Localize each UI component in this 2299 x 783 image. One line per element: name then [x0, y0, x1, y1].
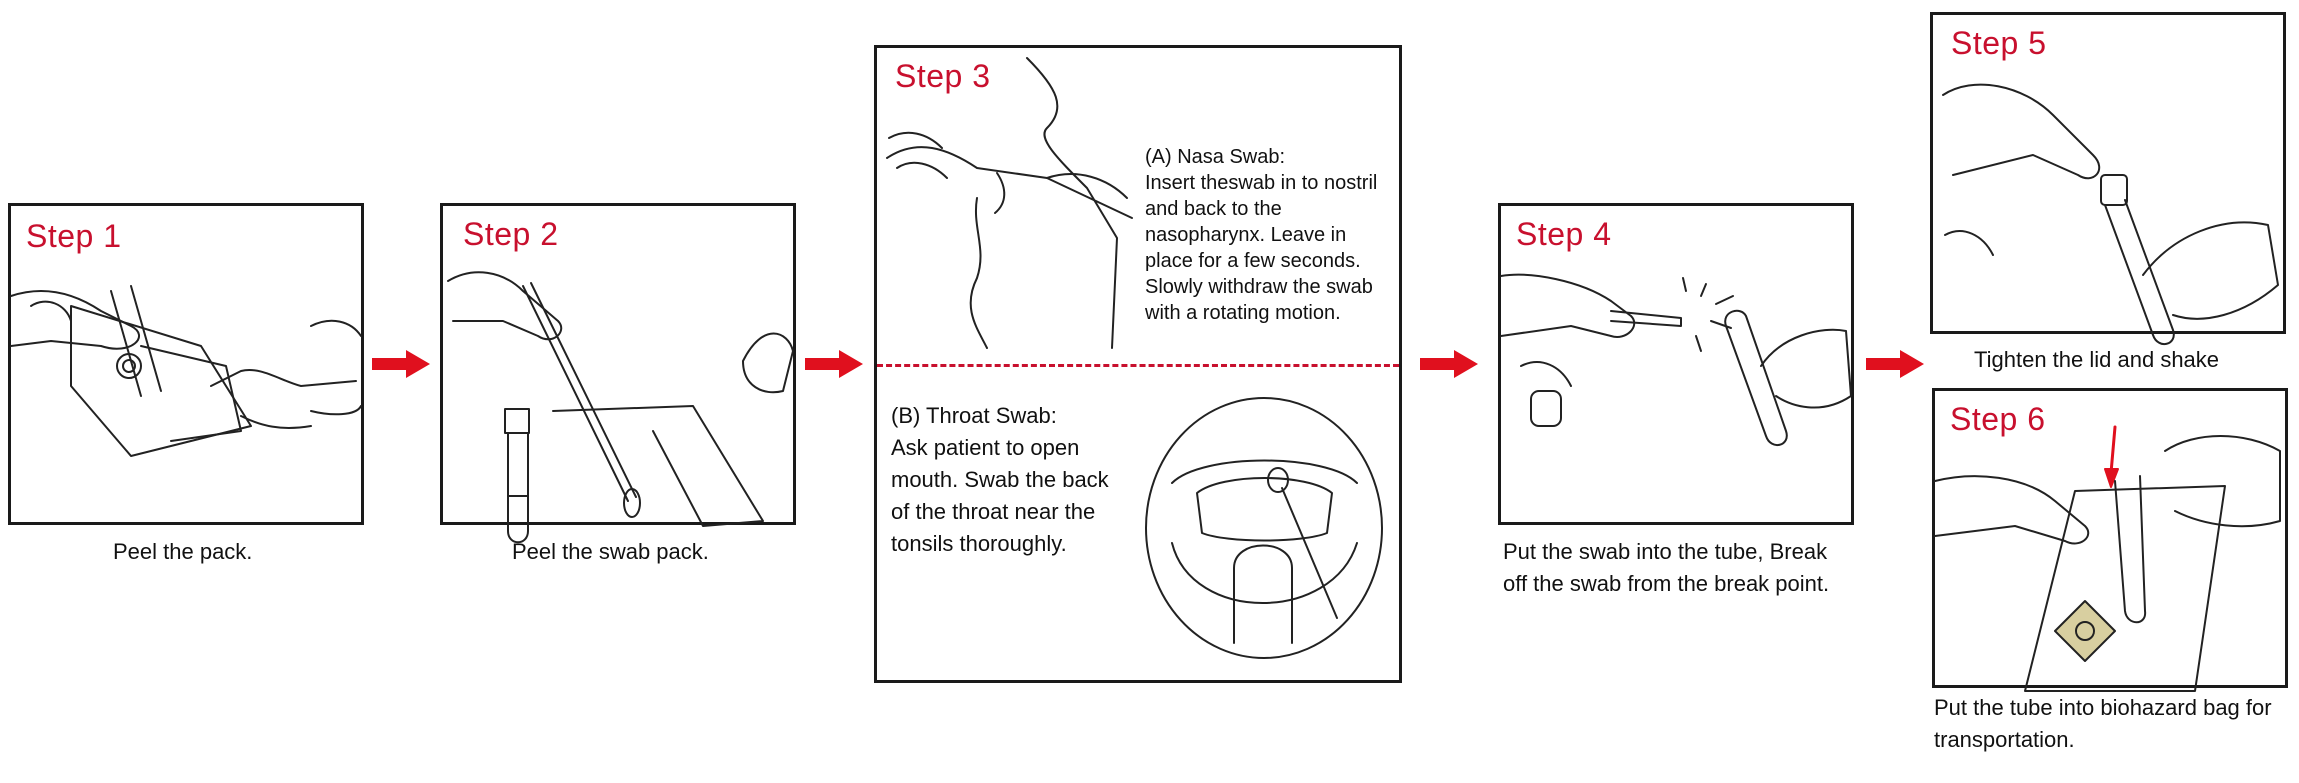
- step-2-illustration: [443, 261, 793, 521]
- step-1-title: Step 1: [26, 218, 122, 254]
- throat-text-line: Ask patient to open: [891, 435, 1080, 460]
- step-1-illustration: [11, 266, 361, 516]
- throat-text-line: mouth. Swab the back: [891, 467, 1109, 492]
- section-divider: [877, 364, 1399, 367]
- step-6-caption-line: transportation.: [1934, 727, 2075, 752]
- nasal-text-line: nasopharynx. Leave in: [1145, 224, 1347, 246]
- step-6-title: Step 6: [1950, 401, 2046, 437]
- step-2-panel: [440, 203, 796, 525]
- step-1-panel: [8, 203, 364, 525]
- step-4-caption-line: Put the swab into the tube, Break: [1503, 539, 1828, 564]
- step-6-panel: [1932, 388, 2288, 688]
- nasal-text-line: place for a few seconds.: [1145, 250, 1361, 272]
- throat-text-line: (B) Throat Swab:: [891, 403, 1057, 428]
- nasal-text-line: (A) Nasa Swab:: [1145, 146, 1286, 168]
- nasal-text-line: with a rotating motion.: [1145, 302, 1341, 324]
- step-3-title: Step 3: [895, 58, 991, 94]
- step-6-caption-line: Put the tube into biohazard bag for: [1934, 695, 2272, 720]
- throat-text-line: of the throat near the: [891, 499, 1096, 524]
- step-6-illustration: [1935, 431, 2285, 671]
- step-4-panel: [1498, 203, 1854, 525]
- step-4-caption-line: off the swab from the break point.: [1503, 571, 1830, 596]
- arrow-right-icon: [1420, 350, 1478, 378]
- nasal-text-line: Insert theswab in to nostril: [1145, 172, 1378, 194]
- nasal-swab-illustration: [877, 48, 1137, 348]
- step-4-title: Step 4: [1516, 216, 1612, 252]
- arrow-right-icon: [805, 350, 863, 378]
- arrow-right-icon: [1866, 350, 1924, 378]
- nasal-swab-instructions: [1145, 144, 1377, 326]
- step-2-caption: Peel the swab pack.: [512, 539, 709, 564]
- throat-text-line: tonsils thoroughly.: [891, 531, 1067, 556]
- step-6-caption: [1934, 692, 2272, 756]
- step-3-panel: [874, 45, 1402, 683]
- step-2-title: Step 2: [463, 216, 559, 252]
- arrow-right-icon: [372, 350, 430, 378]
- throat-swab-instructions: [891, 400, 1109, 560]
- throat-swab-illustration: [1142, 393, 1392, 663]
- step-4-caption: [1503, 536, 1829, 600]
- nasal-text-line: and back to the: [1145, 198, 1282, 220]
- step-5-panel: [1930, 12, 2286, 334]
- step-5-title: Step 5: [1951, 25, 2047, 61]
- step-1-caption: Peel the pack.: [113, 539, 253, 564]
- step-5-caption: Tighten the lid and shake: [1974, 347, 2220, 372]
- step-4-illustration: [1501, 266, 1851, 516]
- nasal-text-line: Slowly withdraw the swab: [1145, 276, 1373, 298]
- step-5-illustration: [1933, 75, 2283, 325]
